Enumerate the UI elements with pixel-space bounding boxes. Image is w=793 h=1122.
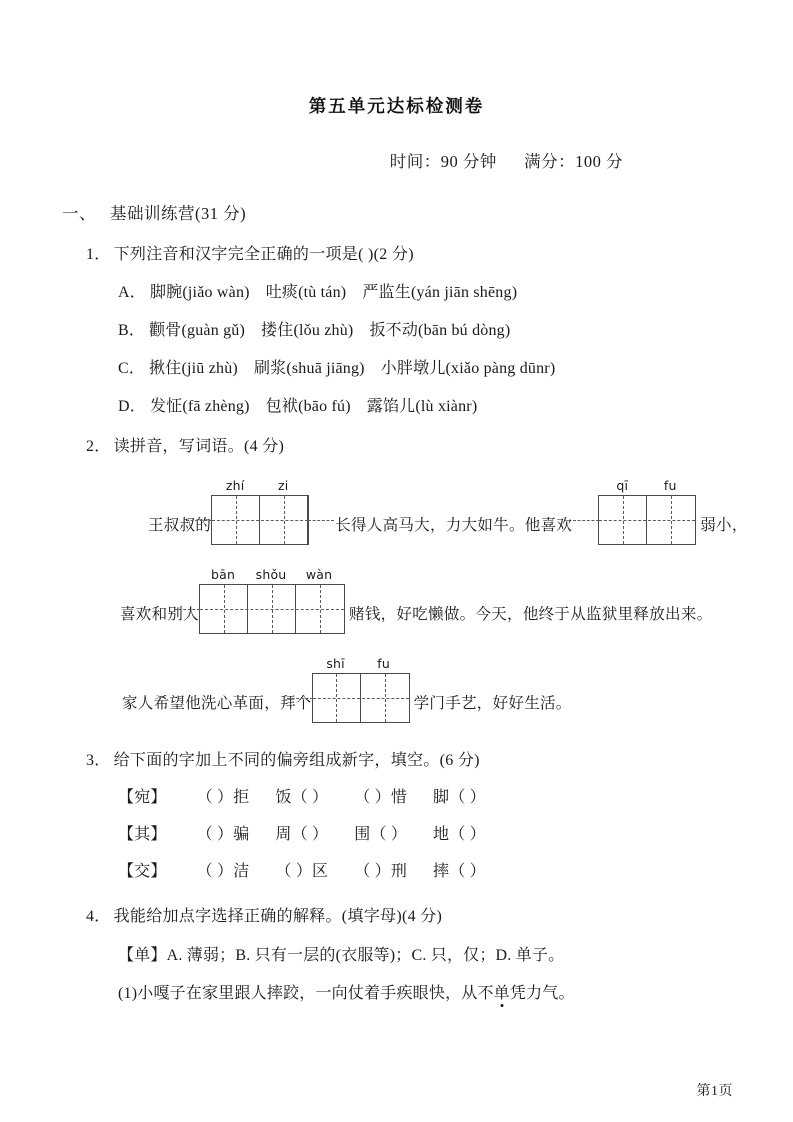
tianzige-qi-fu[interactable] <box>598 478 696 545</box>
pinyin-row-qi-fu <box>598 478 696 493</box>
page-footer: 第1页 <box>696 1084 733 1099</box>
option-c-item-3: 小胖墩儿(xiǎo pàng dūnr) <box>380 360 556 377</box>
exam-time-label: 时间：90 分钟 <box>389 152 497 171</box>
grid-cell[interactable] <box>248 585 296 633</box>
radical-blank[interactable]: （ ）区 <box>275 863 329 880</box>
question-2-stem <box>86 433 733 456</box>
question-3-row-jiao[interactable] <box>118 858 733 881</box>
grid-cell[interactable] <box>361 674 409 722</box>
question-2-line-2 <box>120 567 733 634</box>
option-d-letter: D． <box>118 398 146 415</box>
option-c-letter: C． <box>118 360 146 377</box>
question-1-stem <box>86 241 733 264</box>
section-title: 基础训练营(31 分) <box>110 204 247 223</box>
radical-blank[interactable]: 饭（ ） <box>275 789 329 806</box>
question-1-option-c[interactable] <box>118 355 733 378</box>
option-a-item-3: 严监生(yán jiān shēng) <box>362 284 518 301</box>
question-4-stem <box>86 903 733 926</box>
sentence-part-1: 小嘎子在家里跟人摔跤，一向仗着手疾眼快，从不 <box>137 985 494 1002</box>
option-d-item-1: 发怔(fā zhèng) <box>149 398 250 415</box>
option-c-item-1: 揪住(jiū zhù) <box>149 360 238 377</box>
question-1-text: 下列注音和汉字完全正确的一项是( )(2 分) <box>113 246 414 263</box>
emphasized-char: 单 <box>494 980 510 1003</box>
q2-line3-after: 学门手艺，好好生活。 <box>413 695 572 712</box>
radical-blank[interactable]: （ ）拒 <box>196 789 250 806</box>
q2-line2-before: 喜欢和别人 <box>120 606 200 623</box>
radical-blank[interactable]: （ ）刑 <box>354 863 408 880</box>
grid-cell[interactable] <box>212 496 260 544</box>
exam-score-label: 满分：100 分 <box>524 152 623 171</box>
option-b-item-3: 扳不动(bān bú dòng) <box>369 322 511 339</box>
grid-rule-left <box>573 520 599 521</box>
option-b-item-2: 搂住(lǒu zhù) <box>261 322 354 339</box>
question-4-text: 我能给加点字选择正确的解释。(填字母)(4 分) <box>113 908 443 925</box>
radical-blank[interactable]: 围（ ） <box>354 826 408 843</box>
page-title: 第五单元达标检测卷 <box>308 97 485 117</box>
question-2-number: 2． <box>86 438 111 455</box>
q2-line2-after: 赌钱，好吃懒做。今天，他终于从监狱里释放出来。 <box>349 606 713 623</box>
writing-grid-3-cells[interactable] <box>199 584 345 634</box>
question-1-option-b[interactable] <box>118 317 733 340</box>
q2-line1-tail: 弱小， <box>700 517 748 534</box>
grid-rule-left <box>174 609 200 610</box>
radical-key-qi: 【其】 <box>118 826 167 843</box>
grid-cell[interactable] <box>313 674 361 722</box>
question-1-number: 1． <box>86 246 111 263</box>
question-3-text: 给下面的字加上不同的偏旁组成新字，填空。(6 分) <box>113 752 480 769</box>
grid-cell[interactable] <box>599 496 647 544</box>
question-4-definitions: 【单】A. 薄弱；B. 只有一层的(衣服等)；C. 只，仅；D. 单子。 <box>118 947 565 964</box>
radical-key-jiao: 【交】 <box>118 863 167 880</box>
grid-cell[interactable] <box>647 496 695 544</box>
radical-blank[interactable]: 周（ ） <box>275 826 329 843</box>
pinyin-row-shi-fu <box>312 656 410 671</box>
grid-rule-right <box>308 520 334 521</box>
question-3-number: 3． <box>86 752 111 769</box>
option-d-item-2: 包袱(bāo fú) <box>265 398 351 415</box>
tianzige-zhi-zi[interactable] <box>211 478 309 545</box>
pinyin-shi: shī <box>326 656 345 671</box>
q2-line1-after: 长得人高马大，力大如牛。他喜欢 <box>335 517 573 534</box>
option-a-item-2: 吐痰(tù tán) <box>265 284 347 301</box>
question-2-line-1 <box>148 478 748 545</box>
pinyin-ban: bān <box>210 567 236 582</box>
question-4-number: 4． <box>86 908 111 925</box>
grid-cell[interactable] <box>260 496 308 544</box>
pinyin-row-ban-shou-wan <box>199 567 345 582</box>
question-3-stem <box>86 747 733 770</box>
pinyin-fu: fu <box>663 478 677 493</box>
q2-line3-before: 家人希望他洗心革面，拜个 <box>122 695 312 712</box>
option-b-item-1: 颧骨(guàn gǔ) <box>149 322 246 339</box>
grid-cell[interactable] <box>296 585 344 633</box>
tianzige-ban-shou-wan[interactable] <box>199 567 345 634</box>
radical-blank[interactable]: （ ）惜 <box>354 789 408 806</box>
option-b-letter: B． <box>118 322 146 339</box>
option-a-item-1: 脚腕(jiǎo wàn) <box>149 284 250 301</box>
radical-blank[interactable]: 地（ ） <box>433 826 486 843</box>
pinyin-wan: wàn <box>305 567 333 582</box>
tianzige-shi-fu[interactable] <box>312 656 410 723</box>
question-1-option-d[interactable] <box>118 393 733 416</box>
question-2-line-3 <box>122 656 733 723</box>
pinyin-qi: qī <box>616 478 629 493</box>
section-heading <box>62 200 733 224</box>
sentence-label: (1) <box>118 985 138 1002</box>
radical-blank[interactable]: （ ）骗 <box>196 826 250 843</box>
option-d-item-3: 露馅儿(lù xiànr) <box>366 398 478 415</box>
writing-grid-2-cells[interactable] <box>312 673 410 723</box>
radical-blank[interactable]: 摔（ ） <box>433 863 486 880</box>
pinyin-row-zhi-zi <box>211 478 309 493</box>
pinyin-zi: zi <box>277 478 289 493</box>
option-a-letter: A． <box>118 284 146 301</box>
writing-grid-2-cells[interactable] <box>598 495 696 545</box>
radical-blank[interactable]: （ ）洁 <box>196 863 250 880</box>
radical-key-wan: 【宛】 <box>118 789 167 806</box>
option-c-item-2: 刷浆(shuā jiāng) <box>253 360 365 377</box>
question-3-row-qi[interactable] <box>118 821 733 844</box>
question-2-text: 读拼音，写词语。(4 分) <box>113 438 285 455</box>
pinyin-shou: shǒu <box>255 567 287 582</box>
grid-cell[interactable] <box>200 585 248 633</box>
section-number: 一、 <box>62 204 96 223</box>
question-1-option-a[interactable] <box>118 279 733 302</box>
question-4-sentence-1[interactable] <box>118 980 733 1003</box>
radical-blank[interactable]: 脚（ ） <box>433 789 486 806</box>
grid-rule-left <box>287 698 313 699</box>
pinyin-fu: fu <box>377 656 390 671</box>
grid-rule-left <box>186 520 212 521</box>
q2-line1-before: 王叔叔的 <box>148 517 212 534</box>
question-3-row-wan[interactable] <box>118 784 733 807</box>
writing-grid-2-cells[interactable] <box>211 495 309 545</box>
pinyin-zhi: zhí <box>225 478 245 493</box>
exam-meta <box>60 148 733 172</box>
sentence-part-2: 凭力气。 <box>509 985 575 1002</box>
